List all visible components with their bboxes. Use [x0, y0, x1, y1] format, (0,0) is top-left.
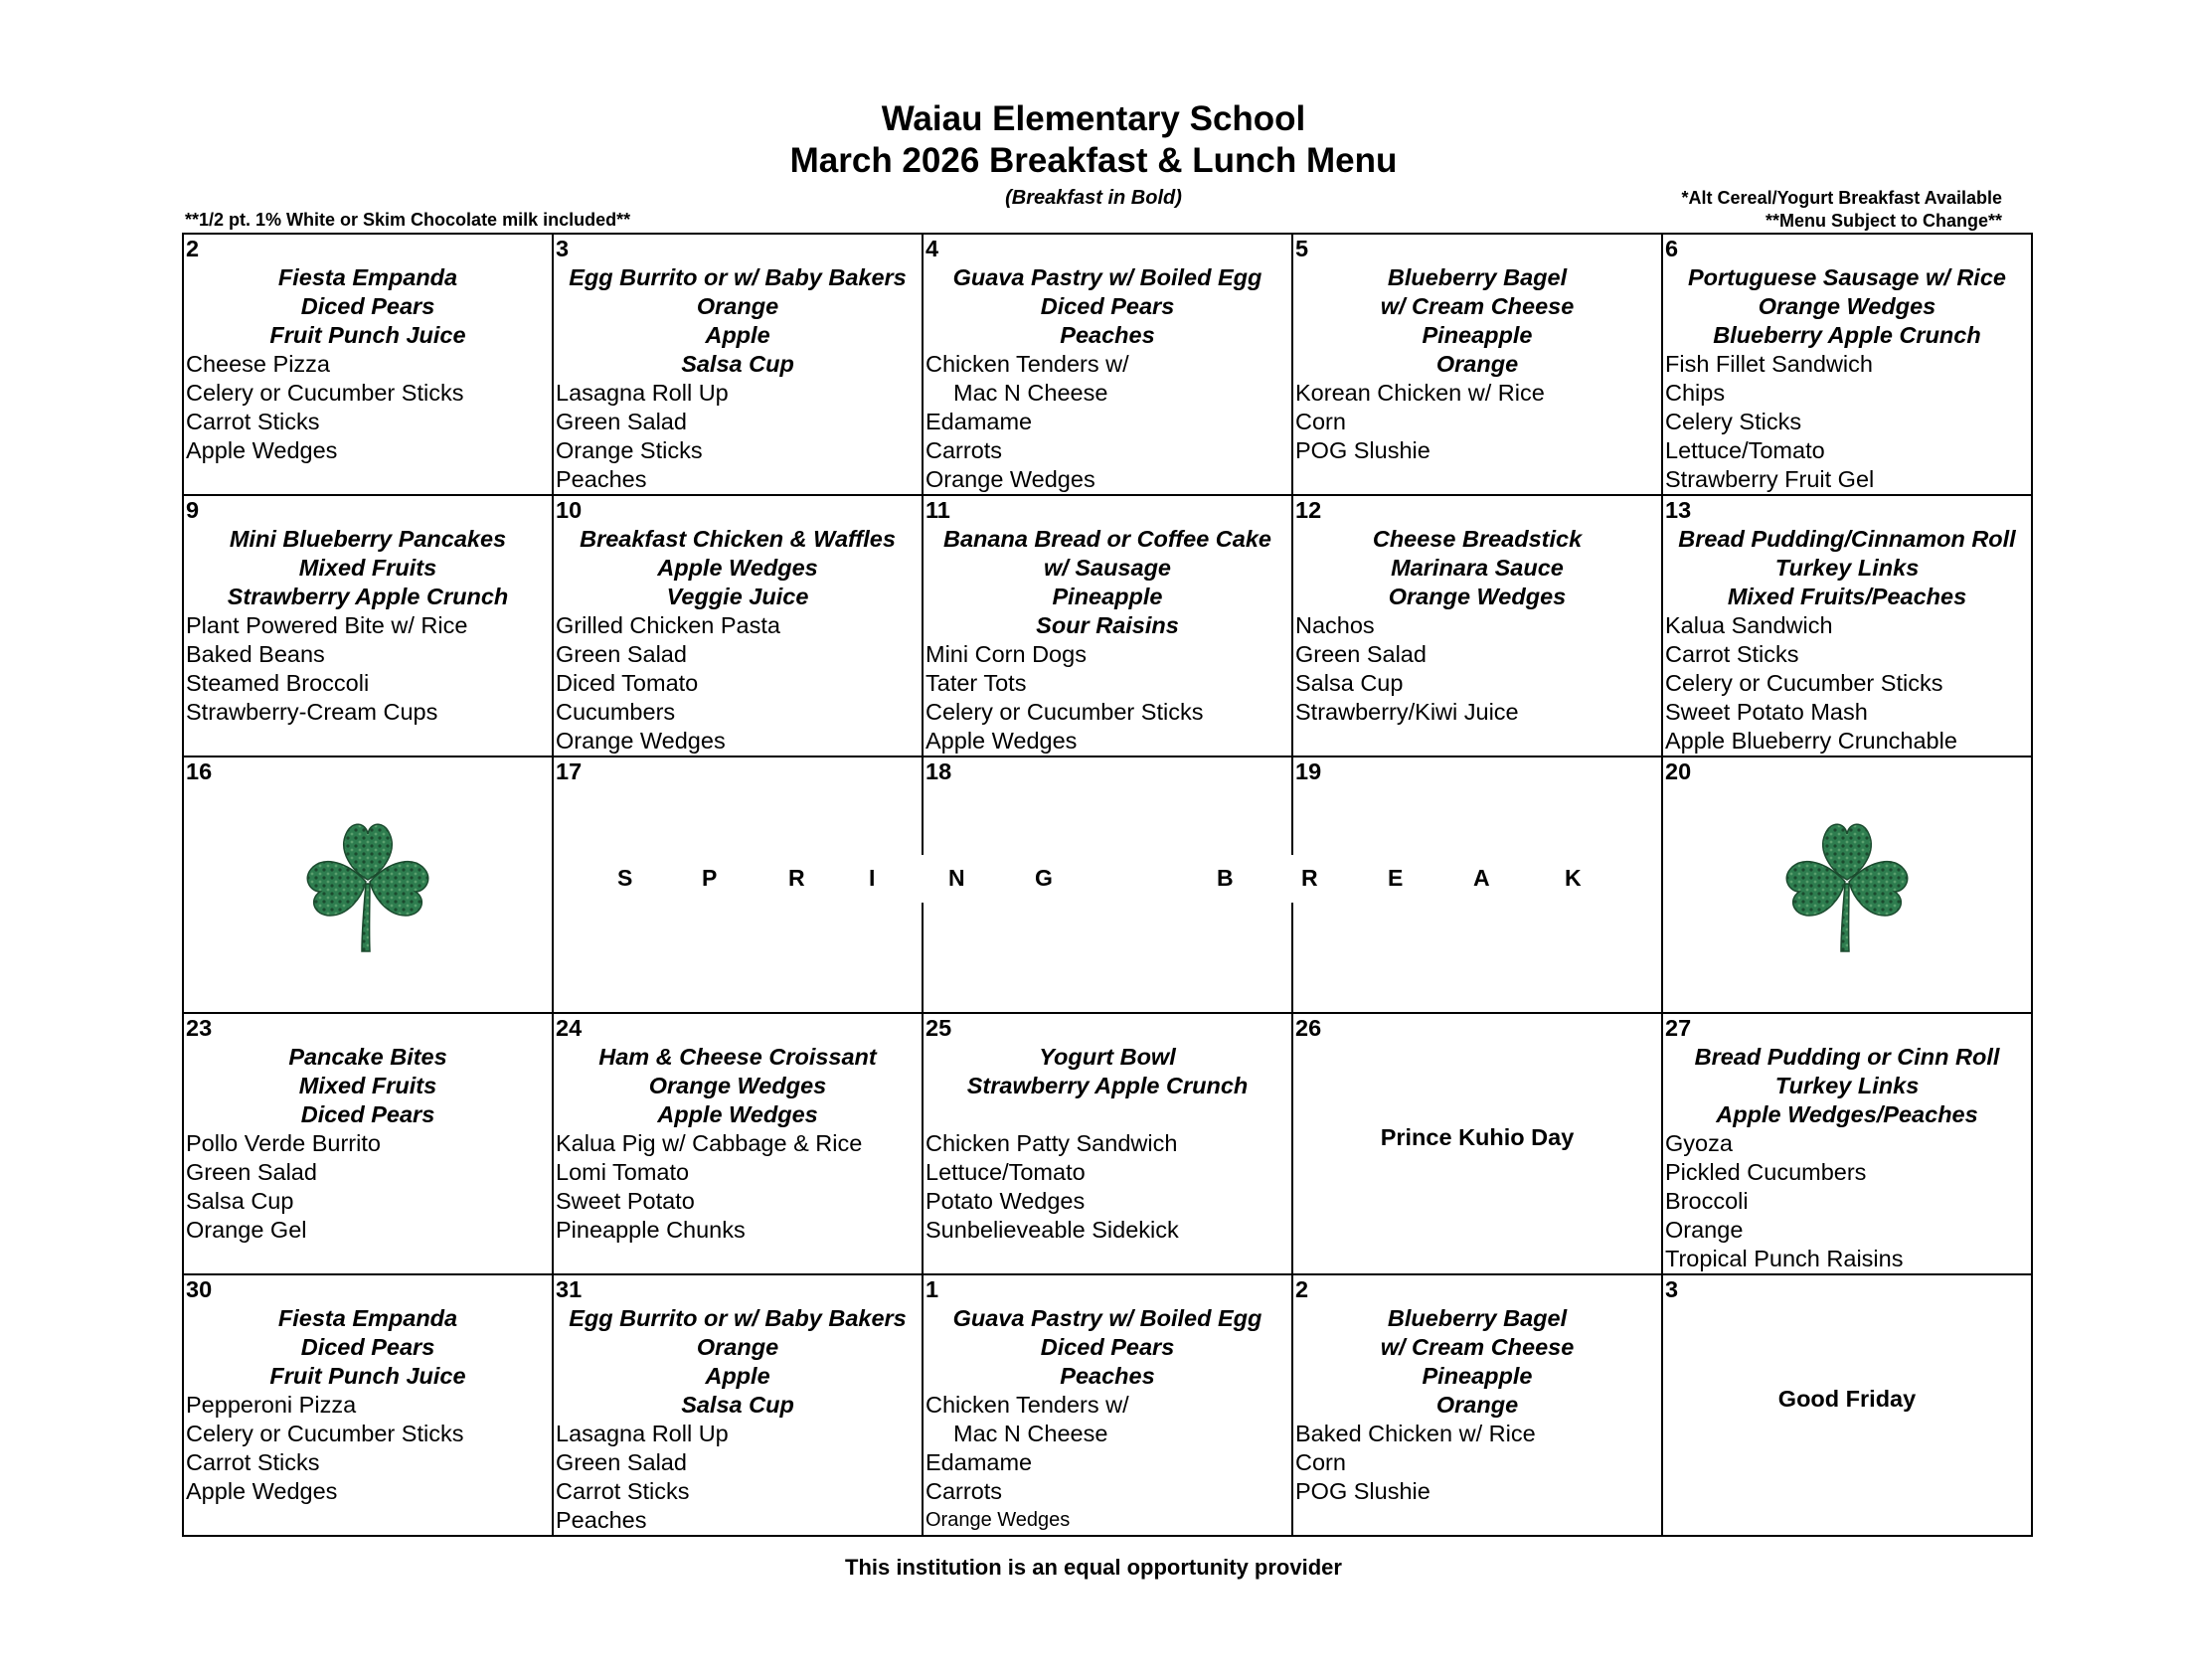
lunch-item: Nachos [1295, 612, 1375, 638]
lunch-item: Apple Blueberry Crunchable [1665, 728, 1957, 754]
day-cell [553, 1274, 923, 1536]
holiday-label: Prince Kuhio Day [1380, 1124, 1575, 1150]
breakfast-item: w/ Sausage [1044, 555, 1171, 581]
lunch-item: Chips [1665, 380, 1726, 406]
spring-break-letter: R [1301, 865, 1318, 891]
day-cell [1292, 495, 1662, 756]
week-row [183, 1013, 2032, 1274]
spring-break-letter: B [1217, 865, 1234, 891]
lunch-item: Chicken Tenders w/ [925, 351, 1129, 377]
spring-break-letter: E [1388, 865, 1404, 891]
breakfast-item: Peaches [1060, 322, 1155, 348]
breakfast-item: Orange Wedges [648, 1073, 827, 1098]
lunch-item: Sweet Potato [556, 1188, 695, 1214]
week-row [183, 234, 2032, 495]
day-cell [183, 756, 553, 1013]
breakfast-item: Diced Pears [300, 293, 435, 319]
day-number: 30 [186, 1276, 213, 1302]
spring-break-letter: R [788, 865, 805, 891]
lunch-item: Baked Beans [186, 641, 325, 667]
breakfast-item: Orange Wedges [1758, 293, 1936, 319]
day-number: 19 [1295, 758, 1322, 784]
lunch-item: Strawberry/Kiwi Juice [1295, 699, 1519, 725]
menu-change-note: **Menu Subject to Change** [1765, 211, 2002, 231]
breakfast-item: Blueberry Bagel [1387, 264, 1568, 290]
subtitle: (Breakfast in Bold) [1005, 187, 1182, 209]
breakfast-item: Egg Burrito or w/ Baby Bakers [569, 264, 907, 290]
lunch-item: Corn [1295, 1449, 1346, 1475]
lunch-item: Peaches [556, 1507, 647, 1533]
lunch-item: Salsa Cup [186, 1188, 294, 1214]
lunch-item: Pickled Cucumbers [1665, 1159, 1867, 1185]
day-number: 17 [556, 758, 583, 784]
lunch-item: Apple Wedges [186, 1478, 338, 1504]
lunch-item: Orange Gel [186, 1217, 307, 1243]
lunch-item: Cheese Pizza [186, 351, 330, 377]
shamrock-icon [298, 812, 437, 956]
breakfast-item: Pancake Bites [288, 1044, 447, 1070]
breakfast-item: Guava Pastry w/ Boiled Egg [952, 1305, 1262, 1331]
breakfast-item: Apple Wedges [657, 555, 818, 581]
breakfast-item: Blueberry Apple Crunch [1713, 322, 1981, 348]
breakfast-item: Veggie Juice [666, 584, 809, 609]
day-cell [923, 234, 1292, 495]
lunch-item: Sweet Potato Mash [1665, 699, 1868, 725]
day-number: 26 [1295, 1015, 1322, 1041]
day-number: 31 [556, 1276, 583, 1302]
breakfast-item: Fiesta Empanda [277, 1305, 458, 1331]
day-cell [553, 495, 923, 756]
breakfast-item: Salsa Cup [681, 351, 794, 377]
lunch-item: Steamed Broccoli [186, 670, 370, 696]
day-cell [1292, 1013, 1662, 1274]
holiday-label: Good Friday [1777, 1386, 1917, 1412]
breakfast-item: Orange [696, 293, 779, 319]
day-cell [553, 1013, 923, 1274]
breakfast-item: Pineapple [1422, 1363, 1533, 1389]
lunch-item: Cucumbers [556, 699, 676, 725]
breakfast-item: Egg Burrito or w/ Baby Bakers [569, 1305, 907, 1331]
breakfast-item: Breakfast Chicken & Waffles [580, 526, 896, 552]
lunch-item: Lettuce/Tomato [925, 1159, 1086, 1185]
lunch-item: Carrot Sticks [186, 1449, 320, 1475]
alt-breakfast-note: *Alt Cereal/Yogurt Breakfast Available [1681, 188, 2002, 208]
day-number: 20 [1665, 758, 1692, 784]
lunch-item: POG Slushie [1295, 1478, 1430, 1504]
breakfast-item: Fiesta Empanda [277, 264, 458, 290]
day-number: 11 [925, 497, 950, 523]
notes-right [1682, 187, 2002, 233]
breakfast-item: Apple Wedges/Peaches [1716, 1101, 1978, 1127]
breakfast-item: w/ Cream Cheese [1380, 1334, 1575, 1360]
lunch-item: Mac N Cheese [953, 380, 1108, 406]
lunch-item: Lasagna Roll Up [556, 380, 729, 406]
lunch-item: Carrot Sticks [1665, 641, 1799, 667]
breakfast-item: Mixed Fruits [298, 555, 437, 581]
day-number: 24 [556, 1015, 583, 1041]
week-row [183, 495, 2032, 756]
spring-break-letter: I [869, 865, 876, 891]
breakfast-item: Mini Blueberry Pancakes [229, 526, 507, 552]
lunch-item: Pepperoni Pizza [186, 1392, 357, 1418]
day-number: 16 [186, 758, 213, 784]
lunch-item: Orange Sticks [556, 437, 703, 463]
breakfast-item: Mixed Fruits/Peaches [1727, 584, 1967, 609]
lunch-item: Potato Wedges [925, 1188, 1086, 1214]
breakfast-item: Cheese Breadstick [1372, 526, 1583, 552]
breakfast-item: Bread Pudding or Cinn Roll [1694, 1044, 2000, 1070]
breakfast-item: Diced Pears [300, 1101, 435, 1127]
breakfast-item: Peaches [1060, 1363, 1155, 1389]
lunch-item: Strawberry Fruit Gel [1665, 466, 1875, 492]
day-cell [1662, 495, 2032, 756]
breakfast-item: Bread Pudding/Cinnamon Roll [1678, 526, 2016, 552]
lunch-item: Celery Sticks [1665, 409, 1802, 434]
lunch-item: Mini Corn Dogs [925, 641, 1087, 667]
lunch-item: Lettuce/Tomato [1665, 437, 1825, 463]
day-cell [553, 234, 923, 495]
day-cell [1662, 1274, 2032, 1536]
lunch-item: Peaches [556, 466, 647, 492]
lunch-item: Carrot Sticks [556, 1478, 690, 1504]
lunch-item: Edamame [925, 409, 1033, 434]
breakfast-item: Yogurt Bowl [1039, 1044, 1176, 1070]
lunch-item: Orange Wedges [925, 466, 1095, 492]
lunch-item: Orange Wedges [925, 1509, 1071, 1531]
lunch-item: Salsa Cup [1295, 670, 1404, 696]
spring-break-letter: P [702, 865, 718, 891]
day-number: 13 [1665, 497, 1692, 523]
footer-note: This institution is an equal opportunity provider [845, 1555, 1342, 1580]
spring-break-letter: K [1565, 865, 1582, 891]
menu-title: March 2026 Breakfast & Lunch Menu [789, 141, 1398, 180]
breakfast-item: Fruit Punch Juice [269, 1363, 466, 1389]
breakfast-item: Guava Pastry w/ Boiled Egg [952, 264, 1262, 290]
day-number: 6 [1665, 236, 1679, 261]
lunch-item: Carrots [925, 437, 1003, 463]
lunch-item: Green Salad [556, 641, 687, 667]
lunch-item: Green Salad [556, 409, 687, 434]
lunch-item: Edamame [925, 1449, 1033, 1475]
day-cell [923, 1274, 1292, 1536]
lunch-item: Chicken Patty Sandwich [925, 1130, 1178, 1156]
lunch-item: Fish Fillet Sandwich [1665, 351, 1873, 377]
lunch-item: Kalua Pig w/ Cabbage & Rice [556, 1130, 863, 1156]
breakfast-item: Banana Bread or Coffee Cake [943, 526, 1271, 552]
lunch-item: Sunbelieveable Sidekick [925, 1217, 1179, 1243]
day-cell [1662, 756, 2032, 1013]
lunch-item: Apple Wedges [925, 728, 1078, 754]
lunch-item: Orange [1665, 1217, 1744, 1243]
lunch-item: Lasagna Roll Up [556, 1421, 729, 1446]
lunch-item: Chicken Tenders w/ [925, 1392, 1129, 1418]
day-cell [183, 495, 553, 756]
lunch-item: Pollo Verde Burrito [186, 1130, 381, 1156]
lunch-item: Strawberry-Cream Cups [186, 699, 438, 725]
lunch-item: POG Slushie [1295, 437, 1430, 463]
breakfast-item: Orange [1435, 1392, 1519, 1418]
lunch-item: Tater Tots [925, 670, 1027, 696]
lunch-item: Celery or Cucumber Sticks [186, 380, 464, 406]
lunch-item: Broccoli [1665, 1188, 1749, 1214]
breakfast-item: Orange [696, 1334, 779, 1360]
breakfast-item: Sour Raisins [1036, 612, 1179, 638]
lunch-item: Korean Chicken w/ Rice [1295, 380, 1545, 406]
lunch-item: Grilled Chicken Pasta [556, 612, 780, 638]
day-number: 10 [556, 497, 583, 523]
week-row [183, 1274, 2032, 1536]
breakfast-item: Salsa Cup [681, 1392, 794, 1418]
breakfast-item: Fruit Punch Juice [269, 322, 466, 348]
lunch-item: Gyoza [1665, 1130, 1733, 1156]
breakfast-item: Blueberry Bagel [1387, 1305, 1568, 1331]
day-cell [183, 1274, 553, 1536]
day-number: 2 [186, 236, 200, 261]
lunch-item: Mac N Cheese [953, 1421, 1108, 1446]
breakfast-item: Orange Wedges [1388, 584, 1567, 609]
day-number: 5 [1295, 236, 1309, 261]
lunch-item: Tropical Punch Raisins [1665, 1246, 1904, 1271]
breakfast-item: Portuguese Sausage w/ Rice [1688, 264, 2006, 290]
lunch-item: Celery or Cucumber Sticks [925, 699, 1204, 725]
lunch-item: Celery or Cucumber Sticks [186, 1421, 464, 1446]
day-number: 3 [556, 236, 570, 261]
breakfast-item: Diced Pears [300, 1334, 435, 1360]
breakfast-item: Strawberry Apple Crunch [227, 584, 509, 609]
lunch-item: Baked Chicken w/ Rice [1295, 1421, 1536, 1446]
day-cell [1662, 234, 2032, 495]
spring-break-letter: N [948, 865, 965, 891]
lunch-item: Celery or Cucumber Sticks [1665, 670, 1943, 696]
day-cell [1662, 1013, 2032, 1274]
breakfast-item: Pineapple [1052, 584, 1163, 609]
day-cell [183, 234, 553, 495]
lunch-item: Green Salad [186, 1159, 317, 1185]
lunch-item: Kalua Sandwich [1665, 612, 1833, 638]
day-cell [923, 495, 1292, 756]
breakfast-item: Apple [705, 1363, 770, 1389]
breakfast-item: Mixed Fruits [298, 1073, 437, 1098]
breakfast-item: w/ Cream Cheese [1380, 293, 1575, 319]
lunch-item: Plant Powered Bite w/ Rice [186, 612, 468, 638]
day-number: 9 [186, 497, 200, 523]
day-cell [183, 1013, 553, 1274]
day-cell [1292, 234, 1662, 495]
day-number: 12 [1295, 497, 1322, 523]
spring-break-letter: G [1035, 865, 1053, 891]
day-number: 4 [925, 236, 939, 261]
lunch-item: Green Salad [556, 1449, 687, 1475]
shamrock-icon [1777, 812, 1917, 956]
breakfast-item: Marinara Sauce [1391, 555, 1564, 581]
spring-break-letter: S [617, 865, 633, 891]
lunch-item: Pineapple Chunks [556, 1217, 746, 1243]
breakfast-item: Pineapple [1422, 322, 1533, 348]
lunch-item: Lomi Tomato [556, 1159, 690, 1185]
spring-break-letter: A [1473, 865, 1490, 891]
breakfast-item: Apple Wedges [657, 1101, 818, 1127]
day-number: 18 [925, 758, 952, 784]
day-cell [923, 1013, 1292, 1274]
day-number: 23 [186, 1015, 213, 1041]
breakfast-item: Ham & Cheese Croissant [598, 1044, 877, 1070]
day-cell [1292, 1274, 1662, 1536]
breakfast-item: Turkey Links [1774, 1073, 1920, 1098]
lunch-item: Orange Wedges [556, 728, 726, 754]
day-number: 25 [925, 1015, 952, 1041]
lunch-item: Carrots [925, 1478, 1003, 1504]
lunch-item: Apple Wedges [186, 437, 338, 463]
lunch-item: Green Salad [1295, 641, 1427, 667]
school-name: Waiau Elementary School [881, 99, 1306, 138]
day-number: 2 [1295, 1276, 1309, 1302]
breakfast-item: Diced Pears [1040, 293, 1175, 319]
breakfast-item: Strawberry Apple Crunch [966, 1073, 1249, 1098]
breakfast-item: Turkey Links [1774, 555, 1920, 581]
breakfast-item: Diced Pears [1040, 1334, 1175, 1360]
lunch-item: Corn [1295, 409, 1346, 434]
breakfast-item: Orange [1435, 351, 1519, 377]
lunch-item: Carrot Sticks [186, 409, 320, 434]
lunch-item: Diced Tomato [556, 670, 699, 696]
day-number: 3 [1665, 1276, 1679, 1302]
day-number: 1 [925, 1276, 939, 1302]
day-number: 27 [1665, 1015, 1692, 1041]
breakfast-item: Apple [705, 322, 770, 348]
milk-note: **1/2 pt. 1% White or Skim Chocolate milk included** [185, 210, 631, 230]
